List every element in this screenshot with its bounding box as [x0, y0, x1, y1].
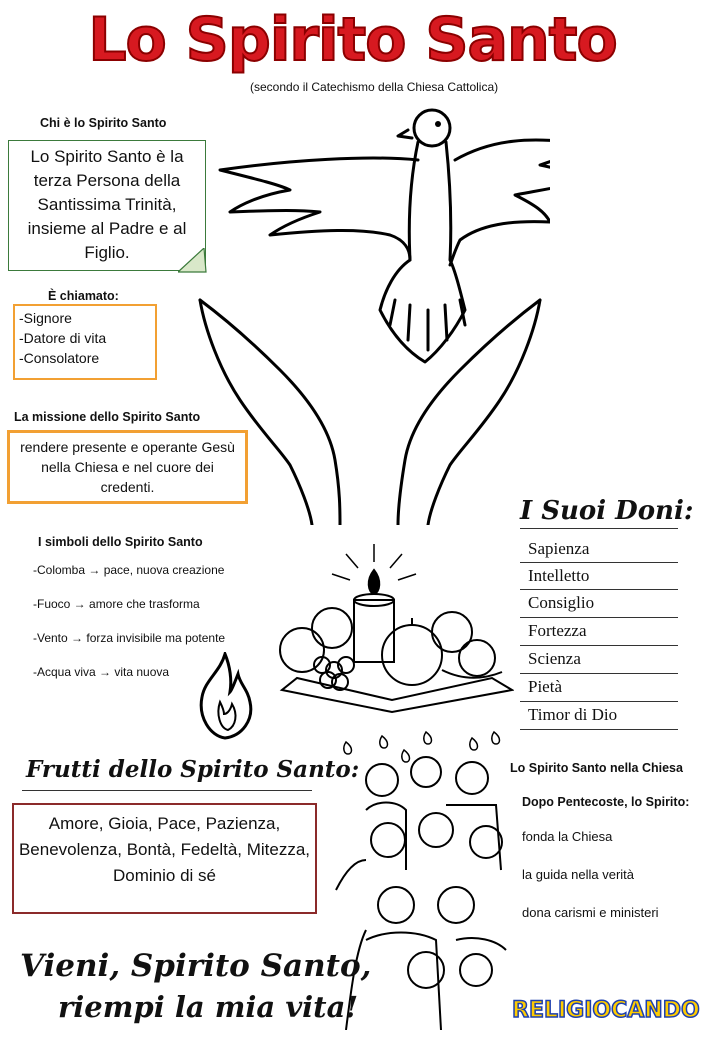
who-heading: Chi è lo Spirito Santo — [40, 116, 167, 130]
gift-item: Scienza — [528, 649, 581, 668]
mission-text: rendere presente e operante Gesù nella Chiesa e nel cuore dei credenti. — [20, 439, 235, 495]
symbol-item: -Acqua viva → vita nuova — [33, 665, 170, 679]
gift-divider — [520, 528, 678, 529]
church-intro: Dopo Pentecoste, lo Spirito: — [522, 795, 690, 809]
symbol-item: -Colomba → pace, nuova creazione — [33, 563, 225, 577]
gift-divider — [520, 589, 678, 590]
fruits-underline — [22, 790, 312, 791]
called-item: -Datore di vita — [19, 330, 107, 346]
flame-icon — [190, 652, 260, 740]
gift-item: Consiglio — [528, 593, 595, 612]
prayer-line-2: riempi la mia vita! — [58, 990, 359, 1024]
who-text: Lo Spirito Santo è la terza Persona della Santissima Trinità, insieme al Padre e al Figlio. — [27, 147, 187, 262]
mission-text-box — [7, 430, 248, 504]
fruits-text: Amore, Gioia, Pace, Pazienza, Benevolenza, Bontà, Fedeltà, Mitezza, Dominio di sé — [18, 814, 311, 885]
gift-divider — [520, 673, 678, 674]
called-item: -Consolatore — [19, 350, 100, 366]
gift-divider — [520, 729, 678, 730]
pentecost-illustration — [326, 730, 511, 1030]
gifts-list — [520, 528, 680, 738]
gift-item: Timor di Dio — [528, 705, 618, 724]
fruit-candle-illustration — [262, 540, 514, 720]
gift-item: Pietà — [528, 677, 562, 696]
called-list — [13, 304, 157, 380]
dove-body — [380, 142, 465, 362]
gift-divider — [520, 562, 678, 563]
page-curl-icon — [178, 248, 208, 274]
right-hand — [398, 300, 540, 525]
dove-right-wing — [450, 140, 550, 265]
dove-head — [414, 110, 450, 146]
symbol-item: -Vento → forza invisibile ma potente — [33, 631, 226, 645]
symbol-item: -Fuoco → amore che trasforma — [33, 597, 200, 611]
page-title: Lo Spirito Santo — [88, 5, 617, 75]
gift-divider — [520, 701, 678, 702]
called-item: -Signore — [19, 310, 72, 326]
gift-item: Fortezza — [528, 621, 587, 640]
dove-left-wing — [220, 158, 418, 260]
gift-item: Intelletto — [528, 566, 590, 585]
church-item: dona carismi e ministeri — [522, 905, 659, 920]
gift-item: Sapienza — [528, 539, 590, 558]
religiocando-logo: RELIGIOCANDO — [512, 998, 700, 1023]
gift-divider — [520, 645, 678, 646]
church-item: la guida nella verità — [522, 867, 635, 882]
prayer-line-1: Vieni, Spirito Santo, — [20, 948, 372, 984]
mission-heading: La missione dello Spirito Santo — [14, 410, 201, 424]
gifts-heading: I Suoi Doni: — [520, 496, 694, 526]
fruits-text-box — [12, 803, 317, 914]
who-text-box — [8, 140, 206, 271]
called-heading: È chiamato: — [48, 289, 119, 303]
fruits-heading: Frutti dello Spirito Santo: — [26, 756, 360, 783]
page-subtitle: (secondo il Catechismo della Chiesa Cattolica) — [250, 80, 499, 94]
church-item: fonda la Chiesa — [522, 829, 613, 844]
symbols-heading: I simboli dello Spirito Santo — [38, 535, 203, 549]
gift-divider — [520, 617, 678, 618]
church-heading: Lo Spirito Santo nella Chiesa — [510, 761, 683, 775]
